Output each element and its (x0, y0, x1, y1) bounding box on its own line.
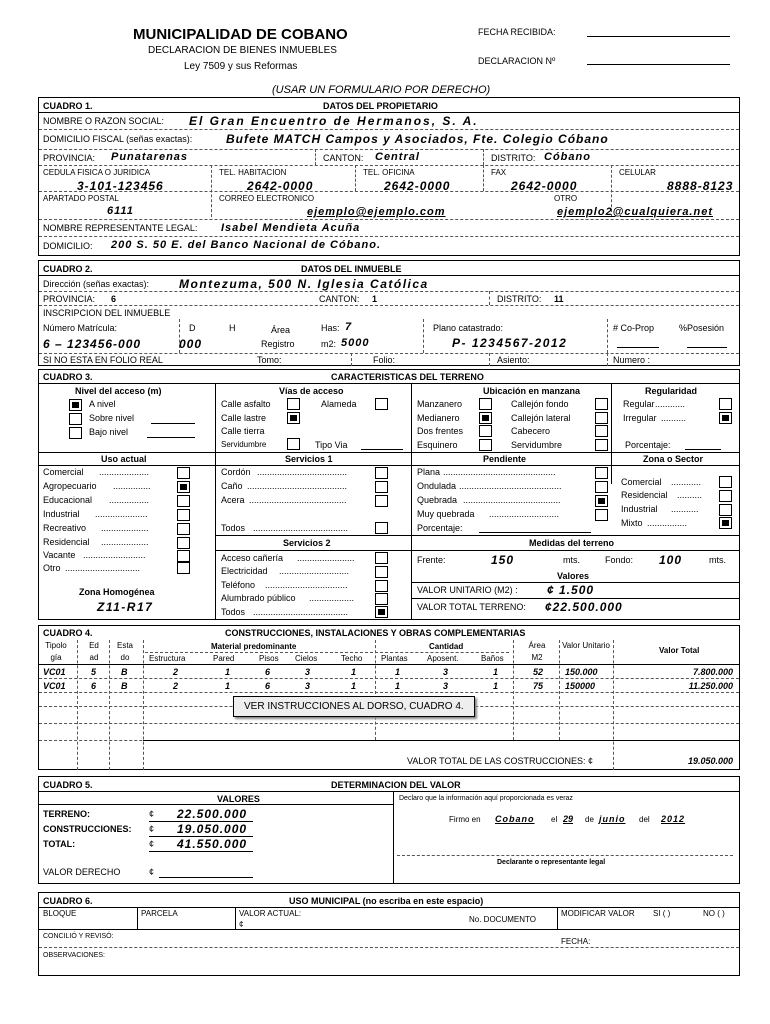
total-construcciones-label: VALOR TOTAL DE LAS COSTRUCCIONES: ¢ (407, 756, 594, 766)
nivel-option: Bajo nivel (89, 427, 129, 437)
ubic-option: Dos frentes (417, 426, 464, 436)
cuadro-4-title: CONSTRUCCIONES, INSTALACIONES Y OBRAS COMPLEMENTARIAS (225, 628, 526, 638)
cuadro-3-title: CARACTERISTICAS DEL TERRENO (331, 372, 484, 382)
area-label: Área (271, 325, 291, 335)
serv-telefono-checkbox[interactable] (375, 580, 388, 592)
row2-plantas[interactable]: 1 (395, 681, 401, 691)
row2-aposent[interactable]: 3 (443, 681, 449, 691)
nivel-bajo-checkbox[interactable] (69, 427, 82, 439)
valor-derecho-label: VALOR DERECHO (43, 867, 121, 877)
ubic-callejon-fondo-checkbox[interactable] (595, 398, 608, 410)
plano-label: Plano catastrado: (433, 323, 504, 333)
uso-option: Otro (43, 563, 61, 573)
tomo-label: Tomo: (257, 355, 282, 365)
fondo-unit: mts. (709, 555, 726, 565)
pend-plana-checkbox[interactable] (595, 467, 608, 479)
row1-pared[interactable]: 1 (225, 667, 231, 677)
servicios1-title: Servicios 1 (285, 454, 333, 464)
parcela-label: PARCELA (141, 909, 178, 918)
ubic-manzanero-checkbox[interactable] (479, 398, 492, 410)
servicio2-option: Electricidad (221, 566, 268, 576)
uso-otro-checkbox[interactable] (177, 562, 190, 574)
serv-todos1-checkbox[interactable] (375, 522, 388, 534)
distrito-label: DISTRITO: (491, 153, 536, 163)
uso-option: Comercial (43, 467, 84, 477)
canton2-value[interactable]: 1 (372, 294, 378, 304)
cuadro-5-title: DETERMINACION DEL VALOR (331, 780, 461, 790)
uso-recreativo-checkbox[interactable] (177, 523, 190, 535)
fondo-label: Fondo: (605, 555, 634, 565)
provincia-value[interactable]: Punatarenas (111, 151, 189, 163)
serv-acceso-caneria-checkbox[interactable] (375, 552, 388, 564)
valor-actual-currency: ¢ (239, 920, 244, 929)
row1-area[interactable]: 52 (533, 667, 544, 677)
nivel-sobre-checkbox[interactable] (69, 413, 82, 425)
nivel-option: A nivel (89, 399, 116, 409)
via-option: Calle asfalto (221, 399, 271, 409)
servicios2-title: Servicios 2 (283, 538, 331, 548)
firma-anio[interactable]: 2012 (661, 814, 686, 824)
col-tipologia: Tipolo gía (45, 641, 67, 662)
pend-ondulada-checkbox[interactable] (595, 481, 608, 493)
has-value[interactable]: 7 (345, 321, 352, 333)
fecha-recibida-field[interactable] (587, 36, 730, 37)
valor-unitario-value[interactable]: ¢ 1.500 (547, 583, 595, 597)
row2-estructura[interactable]: 2 (173, 681, 179, 691)
valor-derecho-field[interactable] (159, 877, 253, 878)
provincia2-label: PROVINCIA: (43, 294, 96, 304)
col-banos: Baños (481, 654, 504, 663)
via-option: Servidumbre (221, 440, 267, 449)
row2-pared[interactable]: 1 (225, 681, 231, 691)
via-calle-lastre-checkbox[interactable] (287, 412, 300, 424)
coprop-field[interactable] (617, 347, 659, 348)
via-alameda-checkbox[interactable] (375, 398, 388, 410)
row2-valor-total[interactable]: 11.250.000 (688, 681, 733, 691)
fax-label: FAX (491, 168, 507, 177)
cuadro-4-number: CUADRO 4. (43, 628, 93, 638)
cuadro-2 (38, 260, 740, 366)
uso-comercial-checkbox[interactable] (177, 467, 190, 479)
observaciones-label: OBSERVACIONES: (43, 952, 105, 959)
ubic-option: Cabecero (511, 426, 551, 436)
col-techo: Techo (341, 654, 363, 663)
celular-value[interactable]: 8888-8123 (667, 179, 734, 193)
pendiente-option: Ondulada (417, 481, 457, 491)
registro-label: Registro (261, 339, 295, 349)
terreno-label: TERRENO: (43, 809, 90, 819)
tel-habitacion-label: TEL. HABITACION (219, 168, 287, 177)
fax-value[interactable]: 2642-0000 (511, 179, 578, 193)
d-label: D (189, 323, 196, 333)
frente-value[interactable]: 150 (491, 553, 515, 567)
uso-option: Vacante (43, 550, 76, 560)
serv-electricidad-checkbox[interactable] (375, 566, 388, 578)
canton-value[interactable]: Central (375, 151, 420, 163)
reg-irregular-checkbox[interactable] (719, 412, 732, 424)
usage-note: (USAR UN FORMULARIO POR DERECHO) (272, 84, 491, 96)
matricula-label: Número Matrícula: (43, 323, 118, 333)
uso-agropecuario-checkbox[interactable] (177, 481, 190, 493)
reg-regular-checkbox[interactable] (719, 398, 732, 410)
row1-estructura[interactable]: 2 (173, 667, 179, 677)
plano-value[interactable]: P- 1234567-2012 (452, 336, 568, 350)
cuadro-6-title: USO MUNICIPAL (no escriba en este espacio) (289, 896, 484, 906)
uso-option: Residencial (43, 537, 90, 547)
servicio2-option: Acceso cañería (221, 553, 284, 563)
folio-real-label: SI NO ESTA EN FOLIO REAL (43, 355, 163, 365)
fecha-recibida-label: FECHA RECIBIDA: (478, 27, 556, 37)
serv-cordon-checkbox[interactable] (375, 467, 388, 479)
frente-label: Frente: (417, 555, 446, 565)
row1-aposent[interactable]: 3 (443, 667, 449, 677)
ubic-option: Callejón fondo (511, 399, 569, 409)
firma-lugar[interactable]: Cobano (495, 814, 535, 824)
pendiente-title: Pendiente (483, 454, 527, 464)
row2-edad[interactable]: 6 (91, 681, 97, 691)
valor-actual-label: VALOR ACTUAL: (239, 909, 302, 918)
h-label: H (229, 323, 236, 333)
col-material: Material predominante (211, 642, 297, 651)
declaro-text: Declaro que la información aquí proporcionada es veraz (399, 795, 573, 802)
zona-homogenea-title: Zona Homogénea (79, 587, 155, 597)
regularidad-title: Regularidad (645, 386, 698, 396)
fecha-label: FECHA: (561, 937, 591, 946)
otro-label: OTRO (554, 194, 578, 203)
servicio1-option: Cordón (221, 467, 251, 477)
coprop-label: # Co-Prop (613, 323, 655, 333)
col-cielos: Cielos (295, 654, 318, 663)
row2-techo[interactable]: 1 (351, 681, 357, 691)
ubic-option: Medianero (417, 413, 460, 423)
instructions-notice: VER INSTRUCCIONES AL DORSO, CUADRO 4. (233, 696, 475, 717)
nombre-value[interactable]: El Gran Encuentro de Hermanos, S. A. (189, 114, 479, 128)
row1-techo[interactable]: 1 (351, 667, 357, 677)
col-valor-total: Valor Total (659, 646, 700, 655)
firmo-label: Firmo en (449, 815, 481, 824)
cuadro-5-number: CUADRO 5. (43, 780, 93, 790)
inscripcion-label: INSCRIPCION DEL INMUEBLE (43, 308, 171, 318)
ubic-option: Manzanero (417, 399, 463, 409)
zona-comercial-checkbox[interactable] (719, 476, 732, 488)
zona-option: Comercial (621, 477, 662, 487)
folio-label: Folio: (373, 355, 396, 365)
frente-unit: mts. (563, 555, 580, 565)
serv-alumbrado-checkbox[interactable] (375, 593, 388, 605)
col-edad: Ed ad (89, 641, 99, 662)
via-calle-asfalto-checkbox[interactable] (287, 398, 300, 410)
pend-muy-quebrada-checkbox[interactable] (595, 509, 608, 521)
cuadro-2-number: CUADRO 2. (43, 264, 93, 274)
col-aposent: Aposent. (427, 654, 459, 663)
form-subtitle: DECLARACION DE BIENES INMUEBLES (148, 45, 337, 56)
distrito2-value[interactable]: 11 (554, 294, 564, 304)
col-valor-unitario: Valor Unitario (562, 641, 610, 650)
firma-mes[interactable]: junio (599, 814, 626, 824)
celular-label: CELULAR (619, 168, 656, 177)
tel-oficina-value[interactable]: 2642-0000 (384, 179, 451, 193)
uso-educacional-checkbox[interactable] (177, 495, 190, 507)
row1-tipologia[interactable]: VC01 (43, 667, 66, 677)
cuadro-2-title: DATOS DEL INMUEBLE (301, 264, 402, 274)
law-reference: Ley 7509 y sus Reformas (184, 61, 298, 72)
correo-value[interactable]: ejemplo@ejemplo.com (307, 206, 446, 218)
fondo-value[interactable]: 100 (659, 553, 683, 567)
bloque-label: BLOQUE (43, 909, 77, 918)
cedula-value[interactable]: 3-101-123456 (77, 179, 164, 193)
col-pisos: Pisos (259, 654, 279, 663)
servicio1-option: Caño (221, 481, 243, 491)
pendiente-option: Quebrada (417, 495, 458, 505)
row1-valor-unitario[interactable]: 150.000 (565, 667, 598, 677)
distrito-value[interactable]: Cóbano (544, 151, 591, 163)
total-value[interactable]: 41.550.000 (149, 837, 253, 852)
representante-label: NOMBRE REPRESENTANTE LEGAL: (43, 223, 198, 233)
col-plantas: Plantas (381, 654, 408, 663)
no-documento-label: No. DOCUMENTO (469, 915, 536, 924)
modificar-no[interactable]: NO ( ) (703, 909, 725, 918)
construcciones-value[interactable]: 19.050.000 (149, 822, 253, 837)
medidas-title: Medidas del terreno (529, 538, 615, 548)
uso-option: Educacional (43, 495, 93, 505)
pendiente-option: Porcentaje: (417, 523, 463, 533)
construcciones-currency: ¢ (149, 824, 155, 834)
serv-acera-checkbox[interactable] (375, 495, 388, 507)
direccion-label: Dirección (señas exactas): (43, 279, 150, 289)
modificar-si[interactable]: SI ( ) (653, 909, 671, 918)
has-label: Has: (321, 323, 340, 333)
numero-label: Numero : (613, 355, 651, 365)
posesion-label: %Posesión (679, 323, 725, 333)
uso-option: Agropecuario (43, 481, 97, 491)
del-label: del (639, 815, 650, 824)
cuadro-6 (38, 892, 740, 976)
cuadro-1-number: CUADRO 1. (43, 101, 93, 111)
terreno-currency: ¢ (149, 809, 155, 819)
vias-title: Vías de acceso (279, 386, 344, 396)
row2-tipologia[interactable]: VC01 (43, 681, 66, 691)
row1-banos[interactable]: 1 (493, 667, 499, 677)
via-option: Tipo Via (315, 440, 348, 450)
zona-option: Industrial (621, 504, 658, 514)
direccion-value[interactable]: Montezuma, 500 N. Iglesia Católica (179, 277, 429, 291)
concilio-label: CONCILIÓ Y REVISÓ: (43, 933, 114, 940)
row1-estado[interactable]: B (121, 667, 128, 677)
cuadro-5 (38, 776, 740, 884)
ubic-option: Callejón lateral (511, 413, 571, 423)
declaracion-field[interactable] (587, 64, 730, 65)
pendiente-option: Plana (417, 467, 441, 477)
total-label: TOTAL: (43, 839, 76, 849)
ubic-servidumbre-checkbox[interactable] (595, 439, 608, 451)
reg-option: Irregular (623, 413, 657, 423)
canton2-label: CANTON: (319, 294, 360, 304)
apartado-value[interactable]: 6111 (107, 205, 134, 217)
domicilio-fiscal-value[interactable]: Bufete MATCH Campos y Asociados, Fte. Colegio Cóbano (226, 132, 609, 146)
servicio1-option: Acera (221, 495, 245, 505)
via-option: Alameda (321, 399, 357, 409)
uso-industrial-checkbox[interactable] (177, 509, 190, 521)
row2-estado[interactable]: B (121, 681, 128, 691)
nivel-title: Nivel del acceso (m) (75, 386, 162, 396)
canton-label: CANTON: (323, 153, 364, 163)
zona-industrial-checkbox[interactable] (719, 504, 732, 516)
row2-cielos[interactable]: 3 (305, 681, 311, 691)
cuadro-3: CUADRO 3. CARACTERISTICAS DEL TERRENO Nivel del acceso (m) A nivel Sobre nivel Bajo nivel Vías de acceso Calle asfalto Alameda Calle lastre Calle tierra Servidumbre Tipo Via Ubicación en manzana Manzanero Callejón fondo Medianero Callejón lateral Dos frentes Cabecero Esquinero Servidumbre Regularidad Regular ............ Irregular .......... Porcentaje: Uso actual Servicios 1 Pendiente Zona o Sector Comercial .................... Agropecuario ............... Educacional ................ Industrial ..................... Recreativo ................... Residencial ................... Vacante ......................... Otro .............................. Zona Homogénea Z11-R17 Cordón .................................... Caño ........................................ Acera ....................................... Todos ...................................... Servicios 2 Acceso cañería ....................... Electricidad ............................ Teléfono ................................. Alumbrado público .................. Todos ...................................... Plana ............................................. Ondulada ......................................... Quebrada ....................................... Muy quebrada ............................ Porcentaje: Comercial ............ Residencial .......... Industrial ........... Mixto ................ Medidas del terreno Frente: 150 mts. Fondo: 100 mts. Valores VALOR UNITARIO (M2) : ¢ 1.500 VALOR TOTAL TERRENO: ¢22.500.000 (38, 369, 740, 620)
zona-option: Mixto (621, 518, 643, 528)
cuadro-3-number: CUADRO 3. (43, 372, 93, 382)
cuadro-1 (38, 97, 740, 256)
col-estructura: Estructura (149, 654, 186, 663)
uso-option: Recreativo (43, 523, 87, 533)
signature-caption: Declarante o representante legal (497, 859, 606, 866)
el-label: el (551, 815, 558, 824)
total-currency: ¢ (149, 839, 155, 849)
pend-quebrada-checkbox[interactable] (595, 495, 608, 507)
valor-unitario-label: VALOR UNITARIO (M2) : (417, 585, 518, 595)
representante-value[interactable]: Isabel Mendieta Acuña (221, 222, 361, 234)
matricula-value[interactable]: 6 – 123456-000 (43, 337, 142, 351)
reg-option: Porcentaje: (625, 440, 671, 450)
col-estado: Esta do (116, 641, 133, 662)
ubic-esquinero-checkbox[interactable] (479, 439, 492, 451)
valor-derecho-currency: ¢ (149, 867, 155, 877)
m2-label: m2: (321, 339, 337, 349)
apartado-label: APARTADO POSTAL (43, 194, 119, 203)
de-label: de (585, 815, 594, 824)
row2-banos[interactable]: 1 (493, 681, 499, 691)
correo-label: CORREO ELECTRONICO (219, 194, 315, 203)
row1-pisos[interactable]: 6 (265, 667, 271, 677)
zona-option: Residencial (621, 490, 668, 500)
via-option: Calle tierra (221, 426, 265, 436)
pendiente-option: Muy quebrada (417, 509, 475, 519)
signature-line[interactable] (397, 855, 733, 856)
servicio2-option: Alumbrado público (221, 593, 296, 603)
zona-residencial-checkbox[interactable] (719, 490, 732, 502)
uso-title: Uso actual (101, 454, 147, 464)
valor-total-terreno-value[interactable]: ¢22.500.000 (545, 600, 623, 614)
row1-valor-total[interactable]: 7.800.000 (692, 667, 733, 677)
domicilio-fiscal-label: DOMICILIO FISCAL (señas exactas): (43, 134, 193, 144)
total-construcciones-value[interactable]: 19.050.000 (687, 756, 733, 766)
ubic-option: Esquinero (417, 440, 458, 450)
otro-value[interactable]: ejemplo2@cualquiera.net (557, 206, 713, 218)
tel-oficina-label: TEL. OFICINA (363, 168, 415, 177)
provincia2-value[interactable]: 6 (111, 294, 117, 304)
row2-area[interactable]: 75 (533, 681, 544, 691)
form-title: MUNICIPALIDAD DE COBANO (133, 26, 348, 43)
zona-homogenea-value[interactable]: Z11-R17 (97, 600, 154, 614)
row2-pisos[interactable]: 6 (265, 681, 271, 691)
servicio1-option: Todos (221, 523, 246, 533)
ubicacion-title: Ubicación en manzana (483, 386, 581, 396)
zona-title: Zona o Sector (643, 454, 704, 464)
domicilio-value[interactable]: 200 S. 50 E. del Banco Nacional de Cóbano. (111, 239, 382, 251)
serv-cano-checkbox[interactable] (375, 481, 388, 493)
ubic-medianero-checkbox[interactable] (479, 412, 492, 424)
cuadro-6-number: CUADRO 6. (43, 896, 93, 906)
col-cantidad: Cantidad (429, 642, 464, 651)
nivel-option: Sobre nivel (89, 413, 135, 423)
provincia-label: PROVINCIA: (43, 153, 96, 163)
terreno-value[interactable]: 22.500.000 (149, 807, 253, 822)
asiento-label: Asiento: (497, 355, 530, 365)
posesion-field[interactable] (687, 347, 727, 348)
row1-plantas[interactable]: 1 (395, 667, 401, 677)
domicilio-label: DOMICILIO: (43, 241, 93, 251)
nivel-a-nivel-checkbox[interactable] (69, 399, 82, 411)
distrito2-label: DISTRITO: (497, 294, 542, 304)
uso-option: Industrial (43, 509, 80, 519)
m2-value[interactable]: 5000 (341, 337, 370, 349)
ubic-cabecero-checkbox[interactable] (595, 425, 608, 437)
valores-heading: VALORES (217, 794, 260, 804)
modificar-valor-label: MODIFICAR VALOR (561, 909, 635, 918)
tel-habitacion-value[interactable]: 2642-0000 (247, 179, 314, 193)
firma-dia[interactable]: 29 (563, 814, 574, 824)
row2-valor-unitario[interactable]: 150000 (565, 681, 596, 691)
valores-title: Valores (557, 571, 590, 581)
zona-mixto-checkbox[interactable] (719, 517, 732, 529)
servicio2-option: Todos (221, 607, 246, 617)
cuadro-4 (38, 625, 740, 770)
col-pared: Pared (213, 654, 235, 663)
reg-option: Regular (623, 399, 655, 409)
row1-edad[interactable]: 5 (91, 667, 97, 677)
via-option: Calle lastre (221, 413, 267, 423)
ubic-callejon-lateral-checkbox[interactable] (595, 412, 608, 424)
d-value[interactable]: 000 (179, 337, 203, 351)
row1-cielos[interactable]: 3 (305, 667, 311, 677)
declaracion-label: DECLARACION Nº (478, 56, 556, 66)
cedula-label: CEDULA FISICA O JURIDICA (43, 168, 151, 177)
construcciones-label: CONSTRUCCIONES: (43, 824, 132, 834)
col-area: Área M2 (528, 641, 546, 662)
serv-todos2-checkbox[interactable] (375, 606, 388, 618)
via-servidumbre-checkbox[interactable] (287, 438, 300, 450)
servicio2-option: Teléfono (221, 580, 256, 590)
uso-vacante-checkbox[interactable] (177, 550, 190, 562)
uso-residencial-checkbox[interactable] (177, 537, 190, 549)
ubic-option: Servidumbre (511, 440, 563, 450)
nombre-label: NOMBRE O RAZON SOCIAL: (43, 116, 165, 126)
valor-total-terreno-label: VALOR TOTAL TERRENO: (417, 602, 526, 612)
cuadro-1-title: DATOS DEL PROPIETARIO (323, 101, 438, 111)
ubic-dos-frentes-checkbox[interactable] (479, 425, 492, 437)
